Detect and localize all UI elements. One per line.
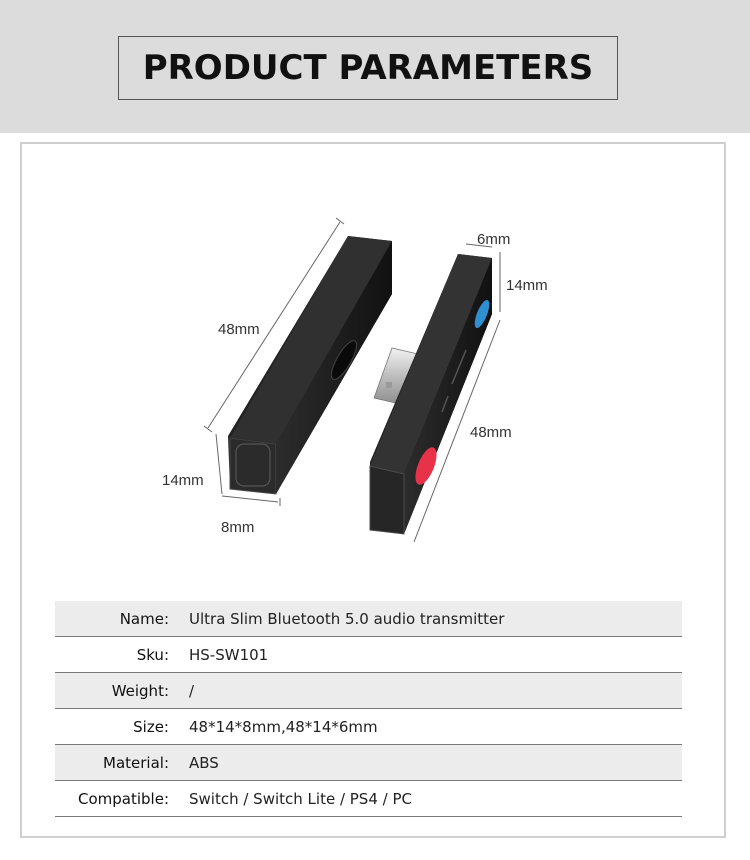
dim-right-width: 6mm bbox=[477, 231, 511, 248]
spec-label: Compatible: bbox=[78, 789, 169, 808]
page-title: PRODUCT PARAMETERS bbox=[142, 48, 594, 88]
spec-value: Ultra Slim Bluetooth 5.0 audio transmitter bbox=[189, 609, 505, 628]
spec-value: HS-SW101 bbox=[189, 645, 269, 664]
spec-label: Name: bbox=[119, 609, 169, 628]
spec-value: ABS bbox=[189, 753, 219, 772]
dim-right-length: 48mm bbox=[470, 424, 512, 441]
spec-value: / bbox=[189, 681, 195, 700]
spec-value: Switch / Switch Lite / PS4 / PC bbox=[189, 789, 412, 808]
spec-label: Weight: bbox=[111, 681, 169, 700]
dim-left-height: 14mm bbox=[162, 472, 204, 489]
dim-left-length: 48mm bbox=[218, 321, 260, 338]
spec-row-size bbox=[55, 709, 682, 745]
spec-label: Material: bbox=[103, 753, 169, 772]
spec-label: Size: bbox=[133, 717, 169, 736]
dim-right-height: 14mm bbox=[506, 277, 548, 294]
dim-left-width: 8mm bbox=[221, 519, 255, 536]
spec-label: Sku: bbox=[136, 645, 169, 664]
spec-row-material bbox=[55, 745, 682, 781]
spec-row-name bbox=[55, 601, 682, 637]
spec-value: 48*14*8mm,48*14*6mm bbox=[189, 717, 378, 736]
spec-row-weight bbox=[55, 673, 682, 709]
title-box bbox=[118, 36, 618, 100]
spec-row-compatible bbox=[55, 781, 682, 817]
spec-row-sku bbox=[55, 637, 682, 673]
spec-table bbox=[55, 601, 682, 817]
left-device bbox=[228, 236, 392, 494]
